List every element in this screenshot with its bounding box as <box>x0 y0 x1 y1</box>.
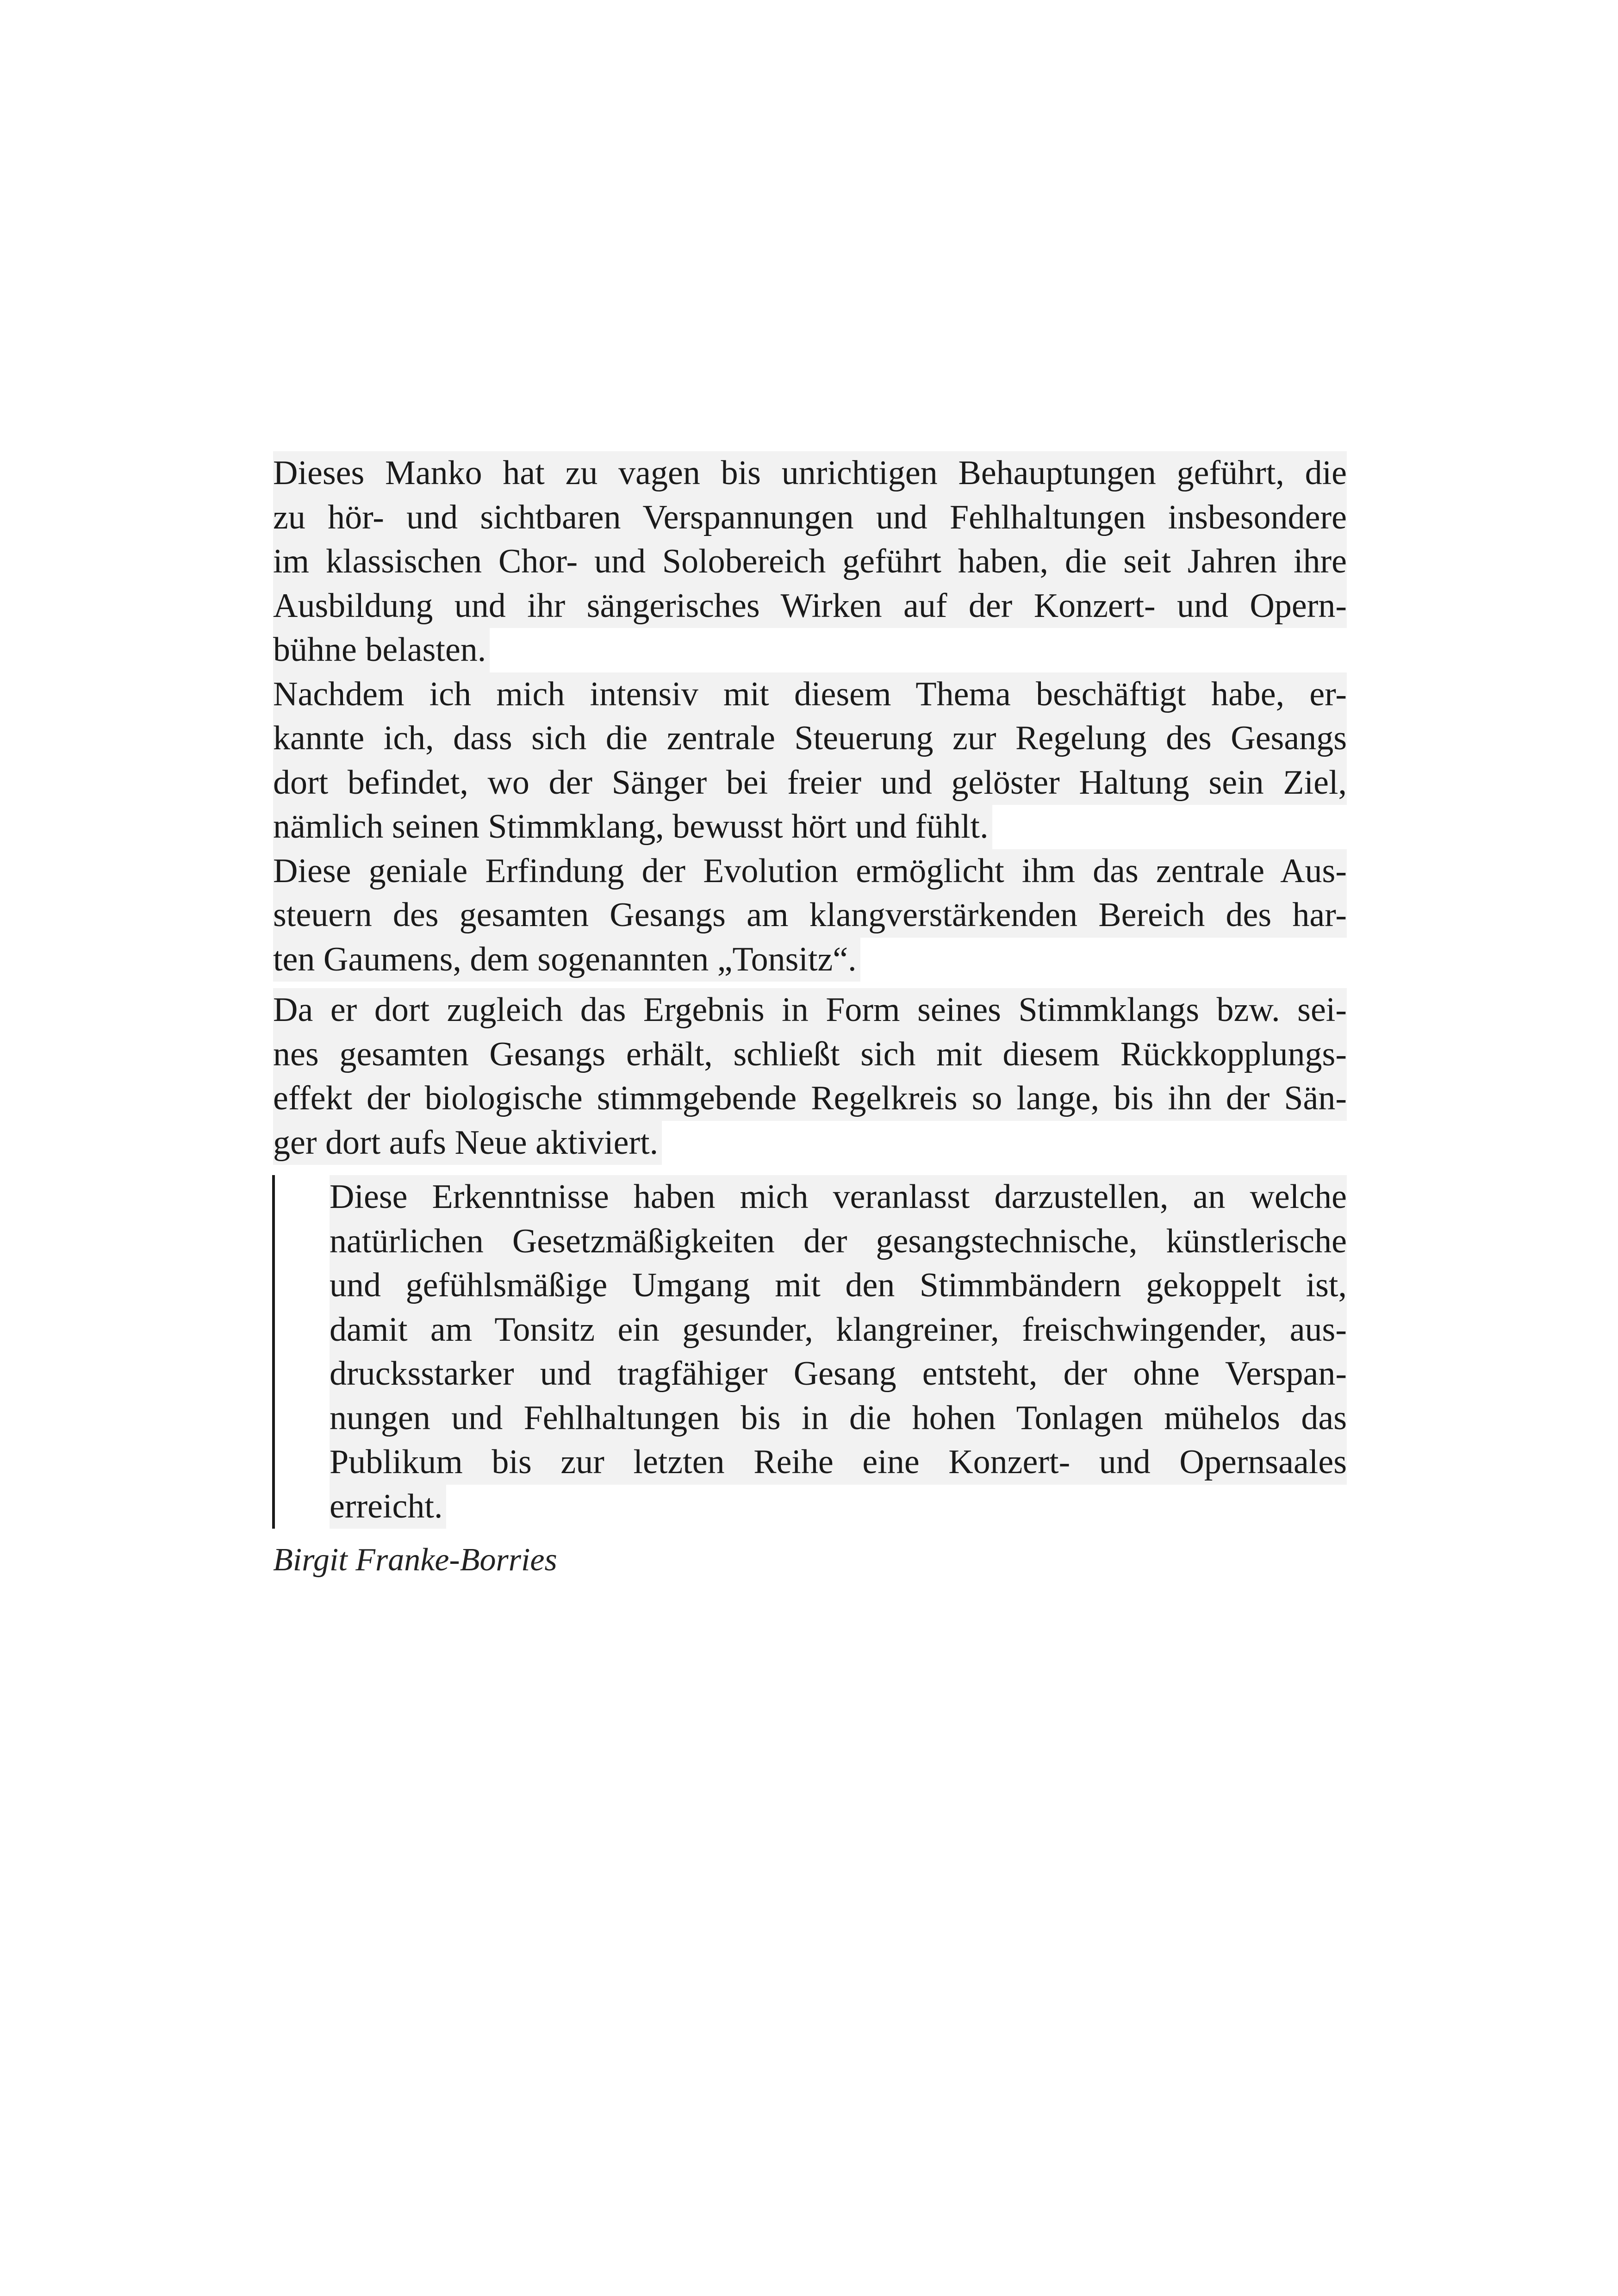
text-line: im klassischen Chor- und Solobereich geführt haben, die seit Jahren ihre <box>273 540 1347 584</box>
text-line: dort befindet, wo der Sänger bei freier und gelöster Haltung sein Ziel, <box>273 761 1347 805</box>
text-line: bühne belasten. <box>273 628 490 672</box>
text-line: nes gesamten Gesangs erhält, schließt sich mit diesem Rückkopplungs- <box>273 1033 1347 1077</box>
text-line: Ausbildung und ihr sängerisches Wirken auf der Konzert- und Opern- <box>273 584 1347 628</box>
text-line: Publikum bis zur letzten Reihe eine Konzert- und Opernsaales <box>330 1440 1347 1485</box>
text-line: nungen und Fehlhaltungen bis in die hohen Tonlagen mühelos das <box>330 1396 1347 1441</box>
paragraph-2 <box>273 672 1347 849</box>
paragraph-1 <box>273 451 1347 672</box>
text-line: nämlich seinen Stimmklang, bewusst hört und fühlt. <box>273 805 992 849</box>
quote-block <box>272 1175 1347 1529</box>
text-line: und gefühlsmäßige Umgang mit den Stimmbändern gekoppelt ist, <box>330 1263 1347 1308</box>
text-line: ten Gaumens, dem sogenannten „Tonsitz“. <box>273 938 860 982</box>
text-line: erreicht. <box>330 1485 446 1529</box>
paragraph-gap <box>273 982 1347 988</box>
text-line: Dieses Manko hat zu vagen bis unrichtigen Behauptungen geführt, die <box>273 451 1347 496</box>
text-line: effekt der biologische stimmgebende Regelkreis so lange, bis ihn der Sän- <box>273 1076 1347 1121</box>
paragraph-4 <box>273 988 1347 1165</box>
text-line: drucksstarker und tragfähiger Gesang entsteht, der ohne Verspan- <box>330 1352 1347 1396</box>
quote-paragraph <box>330 1175 1347 1529</box>
document-body <box>273 451 1347 1582</box>
text-line: Diese Erkenntnisse haben mich veranlasst darzustellen, an welche <box>330 1175 1347 1220</box>
text-line: Nachdem ich mich intensiv mit diesem Thema beschäftigt habe, er- <box>273 672 1347 717</box>
text-line: ger dort aufs Neue aktiviert. <box>273 1121 662 1165</box>
text-line: natürlichen Gesetzmäßigkeiten der gesangstechnische, künstlerische <box>330 1220 1347 1264</box>
text-line: Diese geniale Erfindung der Evolution ermöglicht ihm das zentrale Aus- <box>273 849 1347 894</box>
text-line: steuern des gesamten Gesangs am klangverstärkenden Bereich des har- <box>273 893 1347 938</box>
text-line: kannte ich, dass sich die zentrale Steuerung zur Regelung des Gesangs <box>273 716 1347 761</box>
author-signature: Birgit Franke-Borries <box>273 1542 557 1578</box>
text-line: Da er dort zugleich das Ergebnis in Form seines Stimmklangs bzw. sei- <box>273 988 1347 1033</box>
text-line: damit am Tonsitz ein gesunder, klangreiner, freischwingender, aus- <box>330 1308 1347 1352</box>
text-line: zu hör- und sichtbaren Verspannungen und Fehlhaltungen insbesondere <box>273 496 1347 540</box>
paragraph-3 <box>273 849 1347 982</box>
